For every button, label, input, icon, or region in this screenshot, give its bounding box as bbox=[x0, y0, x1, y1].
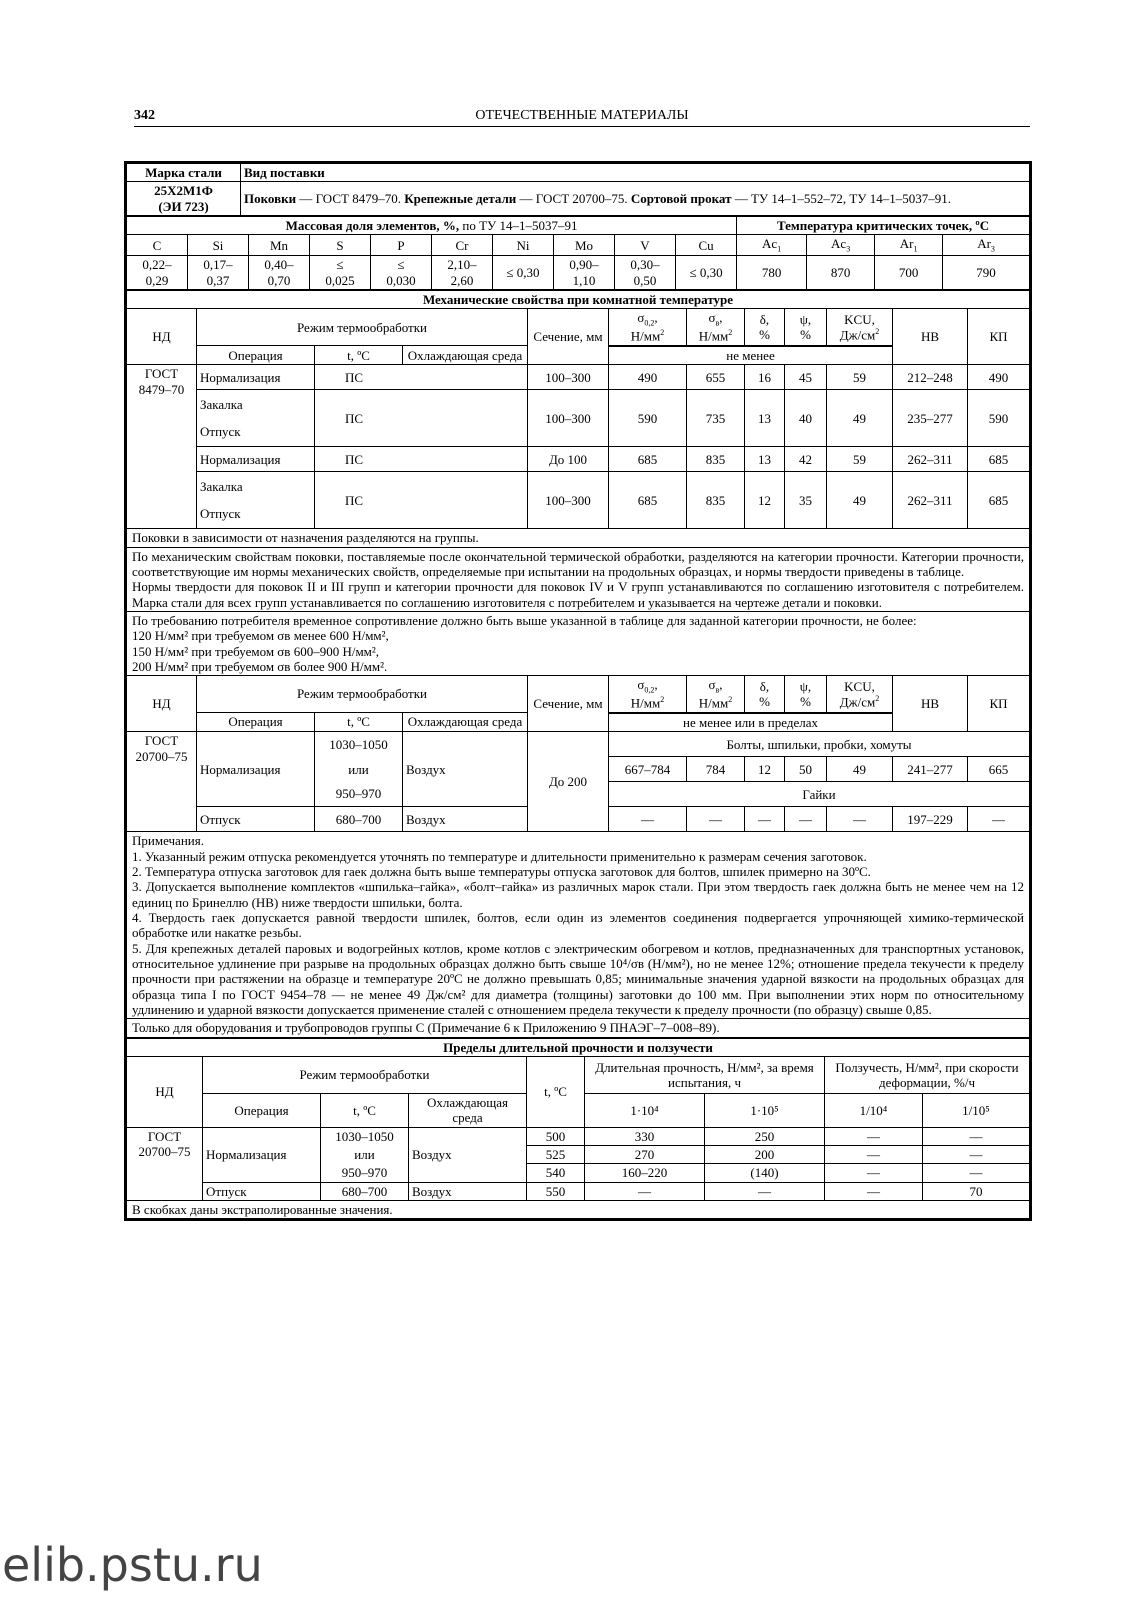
creep-h-temp: t, ºС bbox=[527, 1056, 585, 1127]
note-item: 3. Допускается выполнение комплектов «шпилька–гайка», «болт–гайка» из различных марок стали. При этом твердость гаек должна быть не менее чем на 12 единиц по Бринеллю (НВ) ниже твердости шпильки, болта. bbox=[132, 879, 1024, 910]
fast-nut-val: — bbox=[609, 807, 687, 832]
fast-nuts: Гайки bbox=[609, 782, 1030, 807]
mech-sec: До 100 bbox=[528, 447, 609, 472]
critical-value: 700 bbox=[875, 256, 943, 290]
fast-h-hb: НВ bbox=[893, 676, 968, 732]
critical-point-index: 3 bbox=[846, 244, 851, 254]
mech-value: 212–248 bbox=[893, 365, 968, 390]
creep-cell: (140) bbox=[705, 1164, 825, 1182]
creep-table bbox=[126, 1038, 1030, 1220]
fast-ili: или bbox=[315, 757, 403, 782]
creep-cell: 540 bbox=[527, 1164, 585, 1182]
mech-value: 13 bbox=[745, 447, 785, 472]
grade-table bbox=[126, 163, 1030, 216]
supply-bars-std: — ТУ 14–1–552–72, ТУ 14–1–5037–91. bbox=[731, 190, 952, 206]
element-value: 0,90– 1,10 bbox=[554, 256, 615, 290]
element-value: ≤ 0,30 bbox=[493, 256, 554, 290]
note-item: 2. Температура отпуска заготовок для гаек должна быть выше температуры отпуска заготовок для болтов, шпилек примерно на 30ºС. bbox=[132, 863, 871, 879]
supply-text bbox=[241, 182, 1030, 216]
fast-bolt-val: 12 bbox=[745, 757, 785, 782]
mech-h-hb: НВ bbox=[893, 309, 968, 365]
creep-cool1: Воздух bbox=[409, 1127, 527, 1182]
composition-table bbox=[126, 216, 1030, 290]
mech-value: 590 bbox=[609, 390, 687, 447]
creep-cell: — bbox=[825, 1182, 923, 1200]
mech-op-step: Нормализация bbox=[200, 369, 281, 385]
creep-cell: — bbox=[825, 1164, 923, 1182]
fast-h-d: δ, % bbox=[745, 676, 785, 713]
fast-cool2: Воздух bbox=[403, 807, 528, 832]
note-categories-b: Нормы твердости для поковок II и III групп и категории прочности для поковок IV и V групп устанавливаются по соглашению изготовителя с потребителем. Марка стали для всех групп устанавливается по соглашению изготовителя с потребителем и указывается на чертеже детали и поковки. bbox=[132, 579, 1024, 610]
mech-value: 655 bbox=[687, 365, 745, 390]
fast-h-op: Операция bbox=[197, 712, 315, 731]
mech-h-sv: $\sigma_в$, $Н/мм^2$ bbox=[687, 309, 745, 346]
mech-h-nd: НД bbox=[127, 309, 197, 365]
element-symbol: C bbox=[127, 235, 188, 256]
note-item: 4. Твердость гаек допускается равной твердости шпилек, болтов, если один из элементов соединения подвергается упрочняющей химико-термической обработке или накатке резьбы. bbox=[132, 909, 1024, 941]
creep-cell: 200 bbox=[705, 1145, 825, 1163]
mech-op-step: Отпуск bbox=[200, 506, 241, 522]
notes-head: Примечания. bbox=[132, 833, 204, 849]
creep-h-t: t, ºС bbox=[321, 1093, 409, 1127]
creep-op1: Нормализация bbox=[203, 1127, 321, 1182]
critical-point-index: 3 bbox=[990, 244, 995, 254]
creep-tt: 680–700 bbox=[321, 1182, 409, 1200]
creep-h-c3: 1/10⁴ bbox=[825, 1093, 923, 1127]
composition-title-std: по ТУ 14–1–5037–91 bbox=[459, 217, 578, 233]
mech-value: 685 bbox=[609, 472, 687, 529]
mech-op bbox=[197, 390, 315, 447]
element-symbol: P bbox=[371, 235, 432, 256]
mech-op-step: Отпуск bbox=[200, 424, 241, 440]
supply-fasteners: Крепежные детали bbox=[404, 190, 517, 206]
element-value: 0,30– 0,50 bbox=[615, 256, 676, 290]
creep-cool2: Воздух bbox=[409, 1182, 527, 1200]
creep-cell: — bbox=[923, 1145, 1030, 1163]
mech-t: ПС bbox=[315, 390, 528, 447]
creep-cell: 330 bbox=[585, 1127, 705, 1145]
mech-h-op: Операция bbox=[197, 346, 315, 365]
mech-value: 59 bbox=[827, 365, 893, 390]
note-strength-line: 200 Н/мм² при требуемом σв более 900 Н/мм². bbox=[132, 658, 388, 674]
fast-nut-val: — bbox=[827, 807, 893, 832]
critical-point bbox=[807, 235, 875, 256]
fast-t3: 680–700 bbox=[315, 807, 403, 832]
creep-cell: — bbox=[585, 1182, 705, 1200]
creep-title: Пределы длительной прочности и ползучести bbox=[127, 1038, 1030, 1056]
critical-point-symbol: Ac bbox=[831, 236, 847, 252]
fast-t2: 950–970 bbox=[315, 782, 403, 807]
grade-name bbox=[127, 182, 241, 216]
critical-point bbox=[875, 235, 943, 256]
creep-h-creep: Ползучесть, Н/мм², при скорости деформации, %/ч bbox=[825, 1056, 1030, 1093]
page-number: 342 bbox=[134, 108, 155, 123]
creep-h-c2: 1·10⁵ bbox=[705, 1093, 825, 1127]
mech-row bbox=[127, 447, 1030, 472]
mech-value: 45 bbox=[785, 365, 827, 390]
fast-op1: Нормализация bbox=[197, 732, 315, 807]
mech-h-psi: ψ, % bbox=[785, 309, 827, 346]
mech-value: 40 bbox=[785, 390, 827, 447]
critical-title: Температура критических точек, ºС bbox=[737, 216, 1030, 234]
fast-h-mode: Режим термообработки bbox=[197, 676, 528, 713]
creep-cell: 525 bbox=[527, 1145, 585, 1163]
mech-value: 685 bbox=[609, 447, 687, 472]
element-symbol: Mn bbox=[249, 235, 310, 256]
mech-t: ПС bbox=[315, 472, 528, 529]
mech-value: 16 bbox=[745, 365, 785, 390]
fast-nut-val: — bbox=[785, 807, 827, 832]
fast-bolt-val: 50 bbox=[785, 757, 827, 782]
mech-value: 42 bbox=[785, 447, 827, 472]
fast-nd-text: ГОСТ 20700–75 bbox=[135, 733, 188, 764]
mech-value: 835 bbox=[687, 472, 745, 529]
supply-bars: Сортовой прокат bbox=[630, 190, 732, 206]
creep-cell: 70 bbox=[923, 1182, 1030, 1200]
note-strength bbox=[127, 611, 1030, 675]
mech-value: 262–311 bbox=[893, 447, 968, 472]
supply-forgings-std: — ГОСТ 8479–70. bbox=[296, 190, 405, 206]
element-value: 0,40– 0,70 bbox=[249, 256, 310, 290]
fast-h-s02: $\sigma_{0,2}$, $Н/мм^2$ bbox=[609, 676, 687, 713]
supply-forgings: Поковки bbox=[244, 190, 297, 206]
element-value: 0,17– 0,37 bbox=[188, 256, 249, 290]
creep-tt: 950–970 bbox=[321, 1164, 409, 1182]
mech-value: 59 bbox=[827, 447, 893, 472]
notes-block bbox=[127, 832, 1030, 1019]
page-header bbox=[134, 106, 1030, 127]
creep-cell: — bbox=[705, 1182, 825, 1200]
creep-cell: 550 bbox=[527, 1182, 585, 1200]
creep-op2: Отпуск bbox=[203, 1182, 321, 1200]
fast-op2: Отпуск bbox=[197, 807, 315, 832]
critical-point-symbol: Ac bbox=[762, 236, 778, 252]
mech-sec: 100–300 bbox=[528, 472, 609, 529]
mech-op-step: Закалка bbox=[200, 397, 243, 413]
composition-title-bold: Массовая доля элементов, %, bbox=[285, 217, 460, 233]
note-categories-a: По механическим свойствам поковки, поставляемые после окончательной термической обработки, разделяются на категории прочности. Категории прочности, соответствующие им нормы механических свойств, определяемые при испытании на продольных образцах, и нормы твердости приведены в таблице. bbox=[132, 548, 1024, 579]
fast-cool1: Воздух bbox=[403, 732, 528, 807]
creep-cell: — bbox=[923, 1164, 1030, 1182]
mech-h-kcu: KCU, $Дж/см^2$ bbox=[827, 309, 893, 346]
mech-value: 35 bbox=[785, 472, 827, 529]
fast-h-sv: $\sigma_в$, $Н/мм^2$ bbox=[687, 676, 745, 713]
mech-h-kp: КП bbox=[968, 309, 1030, 365]
creep-h-mode: Режим термообработки bbox=[203, 1056, 527, 1093]
mech-row bbox=[127, 390, 1030, 447]
mech-sec: 100–300 bbox=[528, 365, 609, 390]
fast-nut-val: — bbox=[968, 807, 1030, 832]
mech-row bbox=[127, 365, 1030, 390]
critical-point-symbol: Ar bbox=[977, 236, 991, 252]
creep-cell: 160–220 bbox=[585, 1164, 705, 1182]
fast-nd bbox=[127, 732, 197, 832]
fast-nut-val: 197–229 bbox=[893, 807, 968, 832]
mech-op bbox=[197, 472, 315, 529]
mech-value: 13 bbox=[745, 390, 785, 447]
note-item: 1. Указанный режим отпуска рекомендуется уточнять по температуре и длительности применительно к размерам сечения заготовок. bbox=[132, 848, 867, 864]
creep-h-strength: Длительная прочность, Н/мм², за время испытания, ч bbox=[585, 1056, 825, 1093]
fast-bolts: Болты, шпильки, пробки, хомуты bbox=[609, 732, 1030, 757]
mech-h-s02: $\sigma_{0,2}$, $Н/мм^2$ bbox=[609, 309, 687, 346]
creep-cell: 500 bbox=[527, 1127, 585, 1145]
fast-bolt-val: 784 bbox=[687, 757, 745, 782]
fast-sec: До 200 bbox=[528, 732, 609, 832]
creep-nd: ГОСТ 20700–75 bbox=[127, 1127, 203, 1200]
fast-h-t: t, ºС bbox=[315, 712, 403, 731]
creep-cell: 270 bbox=[585, 1145, 705, 1163]
mech-h-mode: Режим термообработки bbox=[197, 309, 528, 346]
fast-bolt-val: 667–784 bbox=[609, 757, 687, 782]
element-symbol: V bbox=[615, 235, 676, 256]
mech-table bbox=[126, 290, 1030, 1038]
critical-point bbox=[943, 235, 1030, 256]
mech-value: 735 bbox=[687, 390, 745, 447]
fast-nut-val: — bbox=[687, 807, 745, 832]
element-symbol: Cu bbox=[676, 235, 737, 256]
creep-tt: или bbox=[321, 1145, 409, 1163]
critical-value: 870 bbox=[807, 256, 875, 290]
mech-h-cool: Охлаждающая среда bbox=[403, 346, 528, 365]
element-value: ≤ 0,030 bbox=[371, 256, 432, 290]
mech-value: 490 bbox=[968, 365, 1030, 390]
mech-nd: ГОСТ 8479–70 bbox=[127, 365, 197, 529]
element-symbol: Ni bbox=[493, 235, 554, 256]
element-value: ≤ 0,30 bbox=[676, 256, 737, 290]
fast-t1: 1030–1050 bbox=[315, 732, 403, 757]
fast-h-min: не менее или в пределах bbox=[609, 713, 893, 731]
mech-title: Механические свойства при комнатной температуре bbox=[127, 291, 1030, 309]
fast-bolt-val: 241–277 bbox=[893, 757, 968, 782]
note-item: 5. Для крепежных деталей паровых и водогрейных котлов, кроме котлов с электрическим обогревом и котлов, предназначенных для транспортных установок, относительное удлинение при разрыве на продольных образцах должно быть свыше 10⁴/σв (Н/мм²), но не менее 12%; отношение предела текучести к пределу прочности при растяжении на образце и температуре 20ºС не должно превышать 0,85; минимальные значения ударной вязкости на продольных образцах для образца типа I по ГОСТ 9454–78 — не менее 49 Дж/см² для диаметра (толщины) заготовки до 100 мм. При выполнении этих норм по относительному удлинению и ударной вязкости допускается применение сталей с отношением предела текучести к пределу прочности (по образцу) свыше 0,85. bbox=[132, 940, 1024, 1017]
note-strength-line: 120 Н/мм² при требуемом σв менее 600 Н/мм², bbox=[132, 628, 389, 644]
creep-h-cool: Охлаждающая среда bbox=[409, 1093, 527, 1127]
mech-value: 235–277 bbox=[893, 390, 968, 447]
fast-nut-val: — bbox=[745, 807, 785, 832]
supply-fasteners-std: — ГОСТ 20700–75. bbox=[516, 190, 631, 206]
creep-h-c1: 1·10⁴ bbox=[585, 1093, 705, 1127]
critical-point-index: 1 bbox=[777, 244, 782, 254]
creep-cell: 250 bbox=[705, 1127, 825, 1145]
creep-cell: — bbox=[825, 1127, 923, 1145]
element-symbol: Cr bbox=[432, 235, 493, 256]
creep-note: В скобках даны экстраполированные значения. bbox=[127, 1200, 1030, 1218]
steel-datasheet bbox=[124, 161, 1032, 1221]
mech-sec: 100–300 bbox=[528, 390, 609, 447]
critical-point bbox=[737, 235, 807, 256]
note-strength-line: 150 Н/мм² при требуемом σв 600–900 Н/мм², bbox=[132, 643, 380, 659]
critical-value: 780 bbox=[737, 256, 807, 290]
supply-label: Вид поставки bbox=[241, 164, 1030, 182]
mech-op-step: Нормализация bbox=[200, 451, 281, 467]
grade-code: 25Х2М1Ф bbox=[154, 183, 213, 199]
fast-h-sec: Сечение, мм bbox=[528, 676, 609, 732]
mech-row bbox=[127, 472, 1030, 529]
composition-title bbox=[127, 216, 737, 234]
creep-tt: 1030–1050 bbox=[321, 1127, 409, 1145]
fast-h-nd: НД bbox=[127, 676, 197, 732]
fast-h-psi: ψ, % bbox=[785, 676, 827, 713]
creep-h-nd: НД bbox=[127, 1056, 203, 1127]
mech-value: 835 bbox=[687, 447, 745, 472]
mech-value: 590 bbox=[968, 390, 1030, 447]
element-value: 2,10– 2,60 bbox=[432, 256, 493, 290]
fast-bolt-val: 665 bbox=[968, 757, 1030, 782]
creep-h-c4: 1/10⁵ bbox=[923, 1093, 1030, 1127]
mech-value: 685 bbox=[968, 447, 1030, 472]
mech-value: 262–311 bbox=[893, 472, 968, 529]
element-symbol: Si bbox=[188, 235, 249, 256]
element-symbol: S bbox=[310, 235, 371, 256]
mech-value: 490 bbox=[609, 365, 687, 390]
mech-value: 49 bbox=[827, 390, 893, 447]
grade-label: Марка стали bbox=[127, 164, 241, 182]
note-only: Только для оборудования и трубопроводов группы С (Примечание 6 к Приложению 9 ПНАЭГ–7–008–89). bbox=[127, 1019, 1030, 1037]
fast-h-cool: Охлаждающая среда bbox=[403, 712, 528, 731]
mech-t: ПС bbox=[315, 365, 528, 390]
mech-op bbox=[197, 365, 315, 390]
mech-value: 49 bbox=[827, 472, 893, 529]
creep-h-op: Операция bbox=[203, 1093, 321, 1127]
note-categories bbox=[127, 547, 1030, 611]
creep-cell: — bbox=[825, 1145, 923, 1163]
mech-op bbox=[197, 447, 315, 472]
creep-cell: — bbox=[923, 1127, 1030, 1145]
critical-value: 790 bbox=[943, 256, 1030, 290]
critical-point-index: 1 bbox=[913, 244, 918, 254]
element-value: ≤ 0,025 bbox=[310, 256, 371, 290]
mech-op-step: Закалка bbox=[200, 479, 243, 495]
element-value: 0,22– 0,29 bbox=[127, 256, 188, 290]
fast-h-kcu: KCU, $Дж/см^2$ bbox=[827, 676, 893, 713]
mech-h-sec: Сечение, мм bbox=[528, 309, 609, 365]
mech-h-d: δ, % bbox=[745, 309, 785, 346]
running-title: ОТЕЧЕСТВЕННЫЕ МАТЕРИАЛЫ bbox=[475, 108, 689, 123]
fast-bolt-val: 49 bbox=[827, 757, 893, 782]
mech-value: 12 bbox=[745, 472, 785, 529]
element-symbol: Mo bbox=[554, 235, 615, 256]
note-groups: Поковки в зависимости от назначения разделяются на группы. bbox=[127, 529, 1030, 547]
mech-t: ПС bbox=[315, 447, 528, 472]
watermark: elib.pstu.ru bbox=[2, 1538, 263, 1592]
fast-h-kp: КП bbox=[968, 676, 1030, 732]
mech-value: 685 bbox=[968, 472, 1030, 529]
grade-alt: (ЭИ 723) bbox=[158, 198, 209, 214]
critical-point-symbol: Ar bbox=[899, 236, 914, 252]
mech-h-min: не менее bbox=[609, 347, 893, 365]
note-strength-text: По требованию потребителя временное сопротивление должно быть выше указанной в таблице для заданной категории прочности, не более: bbox=[132, 612, 917, 628]
mech-h-t: t, ºС bbox=[315, 346, 403, 365]
